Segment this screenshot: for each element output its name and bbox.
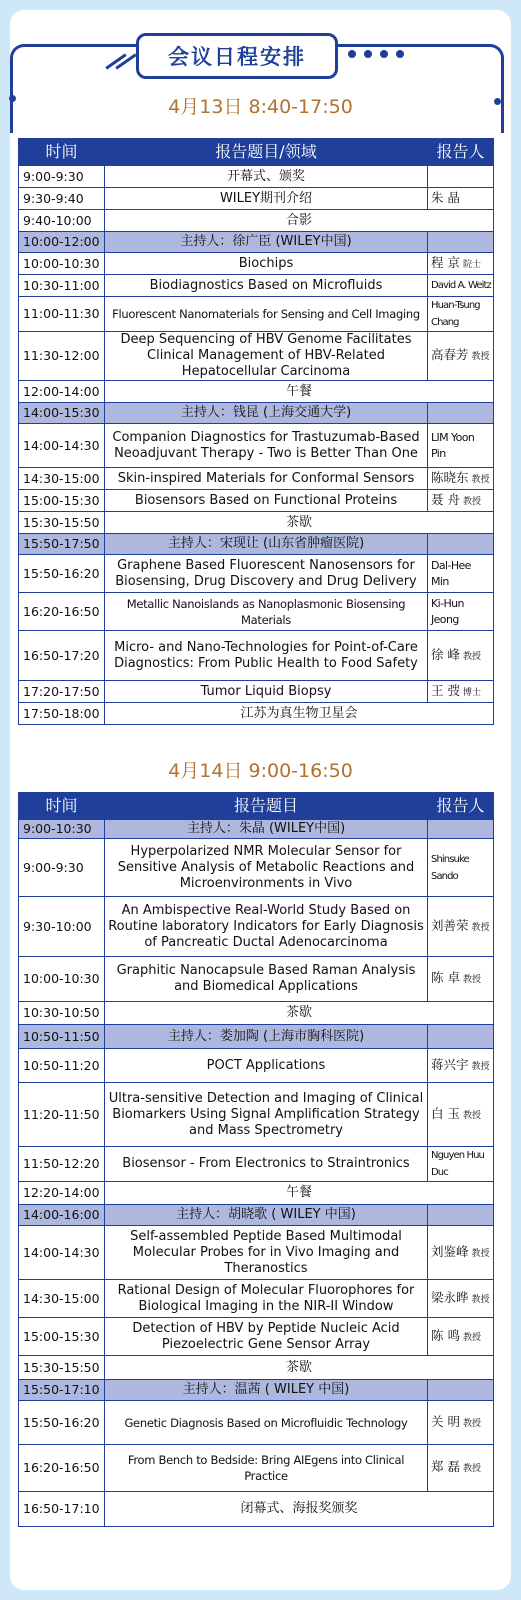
col-header-topic: 报告题目	[105, 793, 428, 820]
topic-cell: WILEY期刊介绍	[105, 188, 428, 210]
topic-cell: An Ambispective Real-World Study Based on Routine laboratory Indicators for Early Diagnosis of Pancreatic Ductal Adenocarcinoma	[105, 897, 428, 957]
schedule-row	[19, 1049, 494, 1083]
col-header-speaker: 报告人	[428, 139, 494, 166]
schedule-row	[19, 512, 494, 534]
speaker-name: LIM Yoon Pin	[431, 430, 475, 460]
schedule-row	[19, 381, 494, 403]
time-cell: 16:50-17:10	[19, 1492, 105, 1527]
speaker-name: 蒋兴宇	[431, 1056, 469, 1072]
speaker-title: 博士	[462, 687, 481, 698]
topic-cell: Ultra-sensitive Detection and Imaging of Clinical Biomarkers Using Signal Amplification Strategy and Mass Spectrometry	[105, 1083, 428, 1147]
time-cell: 9:30-10:00	[19, 897, 105, 957]
speaker-name: Nguyen Huu Duc	[431, 1150, 484, 1178]
speaker-cell	[428, 424, 494, 468]
page-title: 会议日程安排	[136, 33, 338, 79]
topic-cell: Biochips	[105, 253, 428, 275]
speaker-title: 教授	[462, 1110, 481, 1121]
speaker-name: 王 弢	[431, 682, 460, 698]
speaker-cell	[428, 839, 494, 897]
speaker-title: 教授	[471, 922, 490, 933]
col-header-time: 时间	[19, 793, 105, 820]
schedule-row	[19, 1356, 494, 1380]
host-row	[19, 232, 494, 253]
time-cell: 10:00-12:00	[19, 232, 105, 253]
schedule-row	[19, 897, 494, 957]
schedule-row	[19, 275, 494, 297]
schedule-row	[19, 1182, 494, 1205]
topic-cell: 午餐	[105, 1182, 494, 1205]
topic-cell: 开幕式、颁奖	[105, 166, 428, 188]
speaker-cell	[428, 681, 494, 703]
time-cell: 11:50-12:20	[19, 1147, 105, 1182]
speaker-name: 程 京	[431, 254, 460, 270]
speaker-title: 教授	[471, 1294, 490, 1305]
time-cell: 15:50-17:50	[19, 534, 105, 555]
host-cell: 主持人：宋现让 (山东省肿瘤医院)	[105, 534, 428, 555]
time-cell: 10:50-11:50	[19, 1025, 105, 1049]
speaker-title: 教授	[471, 1248, 490, 1259]
topic-cell: Skin-inspired Materials for Conformal Sensors	[105, 468, 428, 490]
time-cell: 15:50-16:20	[19, 1401, 105, 1445]
time-cell: 17:20-17:50	[19, 681, 105, 703]
topic-cell: 午餐	[105, 381, 494, 403]
speaker-name: 白 玉	[431, 1105, 460, 1121]
speaker-name: 关 明	[431, 1413, 460, 1429]
schedule-row	[19, 297, 494, 332]
topic-cell: 茶歇	[105, 1002, 494, 1025]
speaker-cell	[428, 593, 494, 631]
schedule-row	[19, 1280, 494, 1318]
schedule-row	[19, 1318, 494, 1356]
time-cell: 15:50-16:20	[19, 555, 105, 593]
time-cell: 9:00-10:30	[19, 820, 105, 839]
time-cell: 15:00-15:30	[19, 1318, 105, 1356]
day2-date: 4月14日 9:00-16:50	[168, 760, 353, 782]
speaker-cell	[428, 166, 494, 188]
speaker-cell	[428, 332, 494, 381]
schedule-row	[19, 1226, 494, 1280]
speaker-title: 教授	[462, 1332, 481, 1343]
schedule-row	[19, 490, 494, 512]
schedule-row	[19, 593, 494, 631]
speaker-cell	[428, 275, 494, 297]
speaker-name: 朱 晶	[431, 190, 460, 205]
schedule-row	[19, 188, 494, 210]
speaker-cell	[428, 253, 494, 275]
speaker-name: 聂 舟	[431, 491, 460, 507]
topic-cell: Graphene Based Fluorescent Nanosensors for Biosensing, Drug Discovery and Drug Delivery	[105, 555, 428, 593]
speaker-title: 教授	[462, 975, 481, 985]
topic-cell: Tumor Liquid Biopsy	[105, 681, 428, 703]
speaker-cell	[428, 188, 494, 210]
topic-cell: 茶歇	[105, 512, 494, 534]
host-cell: 主持人：娄加陶 (上海市胸科医院)	[105, 1025, 428, 1049]
title-dot-2	[364, 50, 372, 58]
speaker-cell	[428, 897, 494, 957]
schedule-row	[19, 703, 494, 725]
day2-schedule-table	[18, 792, 494, 1527]
time-cell: 16:50-17:20	[19, 631, 105, 681]
topic-cell: Hyperpolarized NMR Molecular Sensor for Sensitive Analysis of Metabolic Reactions and Microenvironments in Vivo	[105, 839, 428, 897]
topic-cell: Rational Design of Molecular Fluorophores for Biological Imaging in the NIR-II Window	[105, 1280, 428, 1318]
topic-cell: From Bench to Bedside: Bring AIEgens into Clinical Practice	[105, 1445, 428, 1492]
topic-cell: POCT Applications	[105, 1049, 428, 1083]
time-cell: 12:20-14:00	[19, 1182, 105, 1205]
speaker-title: 教授	[471, 352, 490, 362]
host-cell: 主持人：胡晓歌 ( WILEY 中国)	[105, 1205, 428, 1226]
time-cell: 9:40-10:00	[19, 210, 105, 232]
time-cell: 15:50-17:10	[19, 1380, 105, 1401]
time-cell: 10:30-11:00	[19, 275, 105, 297]
topic-cell: Graphitic Nanocapsule Based Raman Analysis and Biomedical Applications	[105, 957, 428, 1002]
time-cell: 14:00-16:00	[19, 1205, 105, 1226]
speaker-cell	[428, 490, 494, 512]
speaker-cell	[428, 534, 494, 555]
time-cell: 14:30-15:00	[19, 468, 105, 490]
speaker-name: Dal-Hee Min	[431, 558, 471, 588]
topic-cell: 合影	[105, 210, 494, 232]
time-cell: 14:30-15:00	[19, 1280, 105, 1318]
schedule-row	[19, 1002, 494, 1025]
speaker-cell	[428, 468, 494, 490]
topic-cell: Detection of HBV by Peptide Nucleic Acid Piezoelectric Gene Sensor Array	[105, 1318, 428, 1356]
speaker-title: 教授	[462, 496, 481, 507]
topic-cell: 江苏为真生物卫星会	[105, 703, 494, 725]
speaker-cell	[428, 1280, 494, 1318]
speaker-title: 教授	[462, 651, 481, 662]
speaker-name: 郑 磊	[431, 1459, 460, 1474]
speaker-cell	[428, 1147, 494, 1182]
time-cell: 14:00-14:30	[19, 424, 105, 468]
speaker-name: 高春芳	[431, 347, 469, 362]
time-cell: 15:30-15:50	[19, 1356, 105, 1380]
schedule-row	[19, 253, 494, 275]
topic-cell: Self-assembled Peptide Based Multimodal Molecular Probes for in Vivo Imaging and Theranostics	[105, 1226, 428, 1280]
host-row	[19, 403, 494, 424]
speaker-title: 教授	[462, 1464, 481, 1474]
topic-cell: Fluorescent Nanomaterials for Sensing and Cell Imaging	[105, 297, 428, 332]
schedule-row	[19, 424, 494, 468]
speaker-title: 教授	[471, 1061, 490, 1072]
topic-cell: 茶歇	[105, 1356, 494, 1380]
topic-cell: 闭幕式、海报奖颁奖	[105, 1492, 494, 1527]
schedule-row	[19, 210, 494, 232]
col-header-speaker: 报告人	[428, 793, 494, 820]
speaker-cell	[428, 403, 494, 424]
time-cell: 16:20-16:50	[19, 593, 105, 631]
time-cell: 17:50-18:00	[19, 703, 105, 725]
time-cell: 10:00-10:30	[19, 957, 105, 1002]
schedule-row	[19, 468, 494, 490]
topic-cell: Genetic Diagnosis Based on Microfluidic Technology	[105, 1401, 428, 1445]
time-cell: 9:30-9:40	[19, 188, 105, 210]
time-cell: 9:00-9:30	[19, 166, 105, 188]
schedule-row	[19, 1083, 494, 1147]
speaker-cell	[428, 631, 494, 681]
time-cell: 16:20-16:50	[19, 1445, 105, 1492]
time-cell: 11:30-12:00	[19, 332, 105, 381]
speaker-name: Huan-Tsung Chang	[431, 300, 480, 328]
speaker-title: 院士	[462, 259, 481, 270]
speaker-cell	[428, 957, 494, 1002]
speaker-name: Ki-Hun Jeong	[431, 596, 464, 626]
host-cell: 主持人：钱昆 (上海交通大学)	[105, 403, 428, 424]
time-cell: 12:00-14:00	[19, 381, 105, 403]
time-cell: 14:00-14:30	[19, 1226, 105, 1280]
topic-cell: Companion Diagnostics for Trastuzumab-Based Neoadjuvant Therapy - Two is Better Than One	[105, 424, 428, 468]
schedule-row	[19, 166, 494, 188]
topic-cell: Micro- and Nano-Technologies for Point-of-Care Diagnostics: From Public Health to Food Safety	[105, 631, 428, 681]
schedule-row	[19, 631, 494, 681]
speaker-name: 陈晓东	[431, 469, 469, 485]
topic-cell: Metallic Nanoislands as Nanoplasmonic Biosensing Materials	[105, 593, 428, 631]
schedule-row	[19, 839, 494, 897]
schedule-row	[19, 681, 494, 703]
time-cell: 10:30-10:50	[19, 1002, 105, 1025]
col-header-time: 时间	[19, 139, 105, 166]
day1-date: 4月13日 8:40-17:50	[168, 96, 353, 118]
speaker-cell	[428, 1083, 494, 1147]
schedule-row	[19, 1445, 494, 1492]
time-cell: 9:00-9:30	[19, 839, 105, 897]
speaker-name: 刘善荣	[431, 917, 469, 933]
topic-cell: Biosensors Based on Functional Proteins	[105, 490, 428, 512]
topic-cell: Biodiagnostics Based on Microfluids	[105, 275, 428, 297]
host-row	[19, 1025, 494, 1049]
schedule-row	[19, 1147, 494, 1182]
speaker-name: 陈 鸣	[431, 1327, 460, 1343]
host-row	[19, 820, 494, 839]
col-header-topic: 报告题目/领域	[105, 139, 428, 166]
speaker-cell	[428, 1318, 494, 1356]
day1-schedule-table	[18, 138, 494, 725]
time-cell: 15:30-15:50	[19, 512, 105, 534]
title-dot-3	[380, 50, 388, 58]
speaker-name: 刘鉴峰	[431, 1243, 469, 1259]
speaker-name: 梁永晔	[431, 1289, 469, 1305]
time-cell: 15:00-15:30	[19, 490, 105, 512]
schedule-row	[19, 1401, 494, 1445]
speaker-cell	[428, 1049, 494, 1083]
host-row	[19, 534, 494, 555]
time-cell: 10:00-10:30	[19, 253, 105, 275]
topic-cell: Biosensor - From Electronics to Straintronics	[105, 1147, 428, 1182]
time-cell: 11:00-11:30	[19, 297, 105, 332]
host-row	[19, 1205, 494, 1226]
schedule-row	[19, 1492, 494, 1527]
title-dot-1	[348, 50, 356, 58]
speaker-cell	[428, 1401, 494, 1445]
host-cell: 主持人：徐广臣 (WILEY中国)	[105, 232, 428, 253]
speaker-cell	[428, 1380, 494, 1401]
time-cell: 14:00-15:30	[19, 403, 105, 424]
schedule-row	[19, 555, 494, 593]
host-row	[19, 1380, 494, 1401]
speaker-cell	[428, 1445, 494, 1492]
speaker-cell	[428, 1226, 494, 1280]
topic-cell: Deep Sequencing of HBV Genome Facilitates Clinical Management of HBV-Related Hepatocellular Carcinoma	[105, 332, 428, 381]
speaker-cell	[428, 297, 494, 332]
schedule-row	[19, 957, 494, 1002]
speaker-name: 陈 卓	[431, 970, 460, 985]
speaker-cell	[428, 555, 494, 593]
schedule-row	[19, 332, 494, 381]
speaker-name: 徐 峰	[431, 646, 460, 662]
speaker-title: 教授	[471, 474, 490, 485]
speaker-title: 教授	[462, 1418, 481, 1429]
speaker-name: David A. Weitz	[431, 280, 491, 291]
speaker-cell	[428, 1025, 494, 1049]
host-cell: 主持人：温茜 ( WILEY 中国)	[105, 1380, 428, 1401]
time-cell: 10:50-11:20	[19, 1049, 105, 1083]
host-cell: 主持人：朱晶 (WILEY中国)	[105, 820, 428, 839]
speaker-cell	[428, 1205, 494, 1226]
speaker-cell	[428, 232, 494, 253]
speaker-name: Shinsuke Sando	[431, 853, 469, 882]
title-dot-4	[396, 50, 404, 58]
speaker-cell	[428, 820, 494, 839]
time-cell: 11:20-11:50	[19, 1083, 105, 1147]
